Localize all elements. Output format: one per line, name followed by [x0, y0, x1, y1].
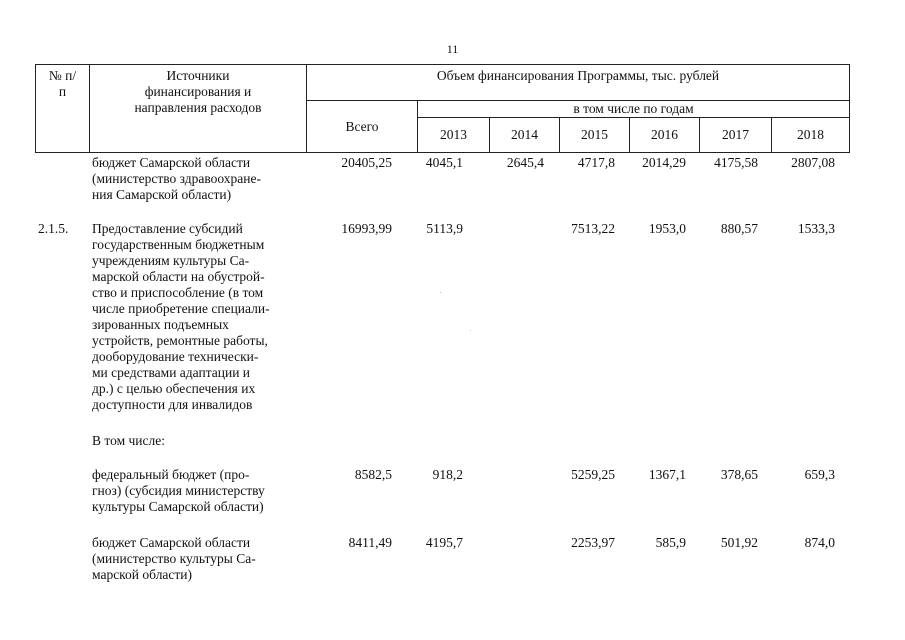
row-label: федеральный бюджет (про- гноз) (субсидия министерству культуры Самарской области): [92, 467, 265, 514]
row-label: бюджет Самарской области (министерство здравоохране- ния Самарской области): [92, 155, 261, 202]
row-value-2018: 874,0: [804, 535, 835, 550]
row-number: 2.1.5.: [38, 221, 69, 236]
scan-speck: [440, 292, 441, 293]
row-value-2013: 5113,9: [426, 221, 463, 236]
row-value-2016: 1953,0: [648, 221, 686, 236]
row-total: 8411,49: [348, 535, 392, 550]
row-total: 8582,5: [354, 467, 392, 482]
row-value-2015: 5259,25: [571, 467, 615, 482]
header-volume: Объем финансирования Программы, тыс. рублей: [307, 65, 850, 101]
header-source: Источники финансирования и направления расходов: [90, 65, 307, 153]
row-total: 20405,25: [341, 155, 392, 170]
row-value-2017: 4175,58: [714, 155, 758, 170]
row-value-2016: 1367,1: [648, 467, 686, 482]
row-value-2013: 4045,1: [425, 155, 463, 170]
header-year: 2018: [772, 118, 850, 153]
table-header: [35, 64, 850, 153]
row-value-2014: 2645,4: [506, 155, 544, 170]
header-year: 2016: [630, 118, 700, 153]
row-label: В том числе:: [92, 433, 165, 448]
row-value-2013: 918,2: [432, 467, 463, 482]
row-value-2017: 501,92: [720, 535, 758, 550]
row-total: 16993,99: [341, 221, 392, 236]
scan-speck: [470, 330, 471, 331]
row-value-2017: 378,65: [720, 467, 758, 482]
header-year: 2013: [418, 118, 490, 153]
row-value-2018: 1533,3: [797, 221, 835, 236]
row-value-2015: 7513,22: [571, 221, 615, 236]
header-by-years: в том числе по годам: [418, 101, 850, 118]
header-total: Всего: [307, 101, 418, 153]
header-num: № п/п: [36, 65, 90, 153]
row-value-2013: 4195,7: [425, 535, 463, 550]
row-value-2018: 659,3: [804, 467, 835, 482]
header-year: 2014: [490, 118, 560, 153]
row-value-2016: 2014,29: [642, 155, 686, 170]
row-label: Предоставление субсидий государственным бюджетным учреждениям культуры Са- марской области на обустрой- ство и приспособление (в том числе приобретение специали- зированных подъемных устройств, ремонтные работы, дооборудование технически- ми средствами адаптации и др.) с целью обеспечения их доступности для инвалидов: [92, 221, 270, 412]
row-value-2015: 4717,8: [577, 155, 615, 170]
header-year: 2015: [560, 118, 630, 153]
row-label: бюджет Самарской области (министерство культуры Са- марской области): [92, 535, 256, 582]
row-value-2016: 585,9: [655, 535, 686, 550]
row-value-2018: 2807,08: [791, 155, 835, 170]
row-value-2017: 880,57: [720, 221, 758, 236]
row-value-2015: 2253,97: [571, 535, 615, 550]
page-number: 11: [446, 42, 459, 56]
header-year: 2017: [700, 118, 772, 153]
